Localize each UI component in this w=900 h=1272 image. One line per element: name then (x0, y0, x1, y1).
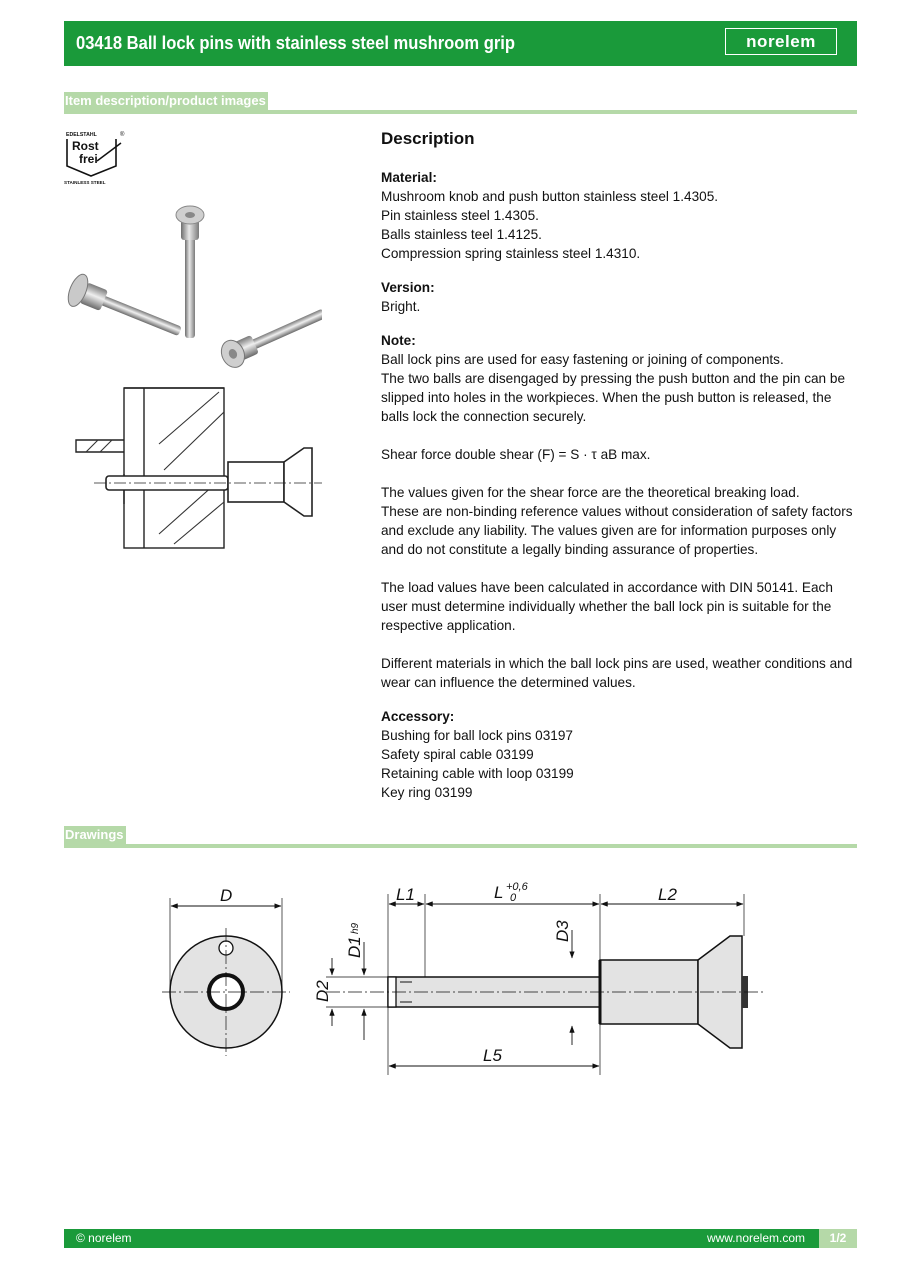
description-heading: Description (381, 129, 475, 148)
section-divider-item-description (64, 110, 857, 114)
section-divider-drawings (64, 844, 857, 848)
badge-reg-mark: ® (120, 132, 125, 138)
dim-label-L: L (494, 883, 504, 902)
note-paragraph: Shear force double shear (F) = S · τ aB max. (381, 447, 651, 462)
assembly-section-drawing (64, 384, 322, 552)
material-line: Balls stainless teel 1.4125. (381, 227, 542, 242)
header-bar (64, 21, 857, 66)
section-label-drawings: Drawings (65, 827, 124, 842)
page-title: 03418 Ball lock pins with stainless steel mushroom grip (76, 33, 515, 53)
dim-label-L2: L2 (658, 885, 677, 904)
badge-top-text: EDELSTAHL (66, 132, 97, 138)
note-paragraph: Different materials in which the ball lock pins are used, weather conditions and wear can influence the determined values. (381, 656, 853, 690)
dim-label-L1: L1 (396, 885, 415, 904)
dim-label-D3: D3 (553, 920, 572, 942)
accessory-line: Safety spiral cable 03199 (381, 747, 534, 762)
accessory-label: Accessory: (381, 709, 455, 724)
footer-url-link[interactable]: www.norelem.com (706, 1231, 805, 1245)
accessory-line: Retaining cable with loop 03199 (381, 766, 574, 781)
dim-label-D1-tol: h9 (350, 922, 361, 934)
material-line: Mushroom knob and push button stainless steel 1.4305. (381, 189, 719, 204)
pin-right-image (217, 300, 322, 370)
pin-left-image (64, 272, 186, 348)
version-text: Bright. (381, 299, 421, 314)
material-line: Pin stainless steel 1.4305. (381, 208, 539, 223)
badge-line1: Rost (72, 139, 99, 153)
badge-line2: frei (79, 152, 98, 166)
note-paragraph: Ball lock pins are used for easy fastening or joining of components. (381, 352, 784, 367)
page-number: 1/2 (819, 1229, 857, 1248)
section-label-item-description: Item description/product images (65, 93, 266, 108)
dim-label-D: D (220, 886, 233, 905)
note-paragraph: The load values have been calculated in accordance with DIN 50141. Each user must determine individually whether the ball lock pin is suitable for the respective application. (381, 580, 833, 633)
dim-label-D2: D2 (313, 980, 332, 1002)
product-photo (64, 200, 322, 370)
note-paragraph: These are non-binding reference values without consideration of safety factors and exclude any liability. The values given are for information purposes only and do not constitute a legally binding assurance of properties. (381, 504, 853, 557)
norelem-logo (725, 28, 837, 55)
dim-label-L5: L5 (483, 1046, 502, 1065)
note-paragraph: The two balls are disengaged by pressing the push button and the pin can be slipped into holes in the workpieces. When the push button is released, the balls lock the connection securely. (381, 371, 846, 424)
note-label: Note: (381, 333, 416, 348)
accessory-line: Key ring 03199 (381, 785, 473, 800)
pin-vertical-image (176, 206, 204, 338)
material-line: Compression spring stainless steel 1.4310. (381, 246, 641, 261)
material-label: Material: (381, 170, 437, 185)
description-block (381, 128, 861, 802)
note-paragraph: The values given for the shear force are the theoretical breaking load. (381, 485, 800, 500)
rost-frei-badge (64, 130, 126, 188)
footer-bar (64, 1229, 857, 1248)
dim-label-L-tol-upper: +0,6 (506, 881, 528, 893)
logo-text: norelem (746, 31, 816, 51)
side-view (313, 881, 765, 1075)
footer-copyright: © norelem (76, 1231, 132, 1245)
badge-bottom-text: STAINLESS STEEL (64, 180, 106, 185)
technical-drawing (150, 870, 770, 1085)
dim-label-L-tol-lower: 0 (510, 892, 517, 904)
end-view (162, 886, 290, 1056)
dim-label-D1: D1 (345, 936, 364, 958)
accessory-line: Bushing for ball lock pins 03197 (381, 728, 573, 743)
version-label: Version: (381, 280, 435, 295)
